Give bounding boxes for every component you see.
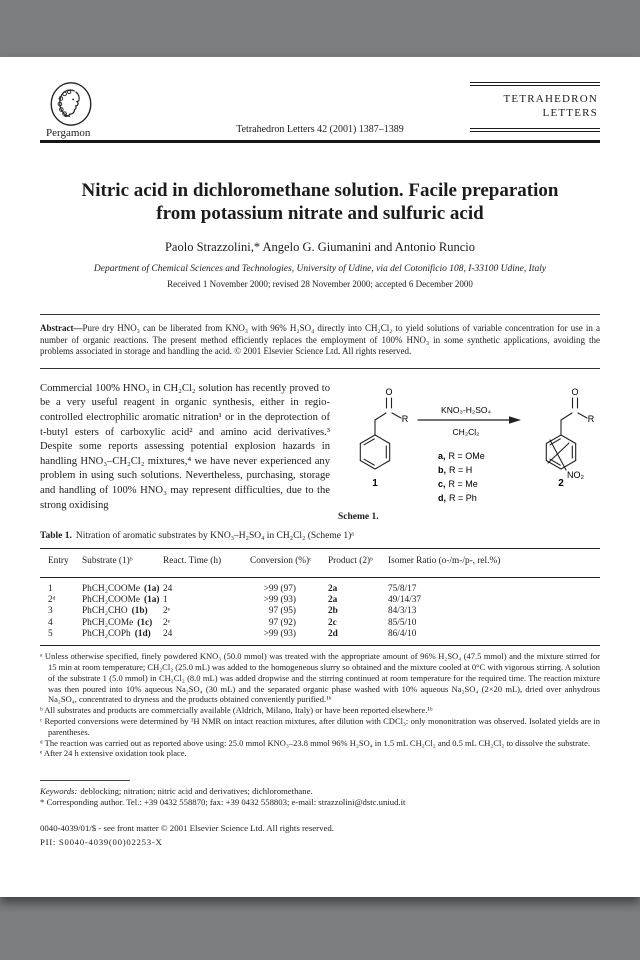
cell-product: 2a xyxy=(328,583,338,594)
title-block xyxy=(40,179,600,289)
col-header-ratio: Isomer Ratio (o-/m-/p-, rel.%) xyxy=(388,555,501,566)
table-1 xyxy=(40,531,600,759)
journal-title-line2: LETTERS xyxy=(542,106,598,119)
atom-r-left: R xyxy=(401,413,409,424)
body-paragraph: Commercial 100% HNO₃ in CH₂Cl₂ solution has recently proved to be a very useful reagent in organic synthesis, either in regio-controlled electrophilic aromatic nitration¹ or in the deprotection of t-butyl esters of carboxylic acid² and amino acid derivatives.³ Despite some reports assessing potential explosion hazards in handling HNO₃–CH₂Cl₂ mixtures,⁴ we have never experienced any problem in using such solutions. Nevertheless, purchasing, storage and handling of 100% HNO₃ may represent difficulties, due to the strong oxidising xyxy=(40,382,330,511)
cell-conversion: 97 (92) xyxy=(268,617,296,628)
cell-conversion: 97 (95) xyxy=(268,606,296,617)
no2-label: NO₂ xyxy=(567,469,584,480)
col-header-time: React. Time (h) xyxy=(163,555,222,566)
footnote-d: ᵈ The reaction was carried out as reported above using: 25.0 mmol KNO₃–23.8 mmol 96% H₂SO₄ in 1.5 mL CH₂Cl₂ and 0.5 mL CH₂Cl₂ to dissolve the substrate. xyxy=(40,737,591,748)
product-structure xyxy=(546,398,587,470)
table-header-row xyxy=(40,549,600,577)
cell-conversion: >99 (93) xyxy=(263,595,296,606)
authors: Paolo Strazzolini,* Angelo G. Giumanini and Antonio Runcio xyxy=(164,240,476,254)
article-title xyxy=(40,179,600,225)
footnote-b: ᵇ All substrates and products are commercially available (Aldrich, Milano, Italy) or have been reported elsewhere.¹ᵇ xyxy=(40,705,433,716)
journal-title-box xyxy=(470,82,600,132)
variant-b: b, R = H xyxy=(438,464,473,475)
pii-line: PII: S0040-4039(00)02253-X xyxy=(40,837,163,848)
journal-citation: Tetrahedron Letters 42 (2001) 1387–1389 xyxy=(236,124,404,135)
cell-substrate: PhCH₂COOMe (1a) xyxy=(82,583,160,594)
pergamon-logo-icon xyxy=(48,80,94,128)
table-row xyxy=(40,595,600,606)
cell-time: 24 xyxy=(163,583,173,594)
cell-entry: 4 xyxy=(48,617,53,628)
cell-ratio: 86/4/10 xyxy=(388,628,417,639)
variant-d: d, R = Ph xyxy=(438,492,477,503)
table-row xyxy=(40,618,600,629)
cell-time: 24 xyxy=(163,628,173,639)
journal-header xyxy=(40,57,600,143)
compound-2-label: 2 xyxy=(558,477,564,489)
scheme-caption: Scheme 1. xyxy=(338,511,379,522)
table-rule-bottom xyxy=(40,645,600,646)
imprint-block xyxy=(40,823,600,847)
cell-entry: 5 xyxy=(48,628,53,639)
cell-entry: 1 xyxy=(48,583,53,594)
cell-substrate: PhCH₂COOMe (1a) xyxy=(82,595,160,606)
cell-ratio: 84/3/13 xyxy=(388,606,417,617)
reaction-arrow xyxy=(418,416,521,424)
solvent-label: CH₂Cl₂ xyxy=(452,426,480,437)
atom-o-left: O xyxy=(385,386,393,397)
cell-conversion: >99 (97) xyxy=(263,583,296,594)
table-row xyxy=(40,629,600,640)
cell-time: 2ᵉ xyxy=(163,617,171,628)
atom-o-right: O xyxy=(571,386,579,397)
table-caption-label: Table 1. xyxy=(40,530,72,541)
keywords-line xyxy=(40,786,600,797)
body-columns xyxy=(40,382,600,522)
article-title-line1: Nitric acid in dichloromethane solution. Facile preparation xyxy=(81,180,559,201)
col-header-substrate: Substrate (1)ᵇ xyxy=(82,555,133,566)
cell-conversion: >99 (93) xyxy=(263,628,296,639)
cell-product: 2c xyxy=(328,617,337,628)
table-row xyxy=(40,606,600,617)
cell-time: 1 xyxy=(163,595,168,606)
received-dates: Received 1 November 2000; revised 28 November 2000; accepted 6 December 2000 xyxy=(167,279,473,289)
cell-substrate: PhCH₂COPh (1d) xyxy=(82,628,151,639)
article-title-line2: from potassium nitrate and sulfuric acid xyxy=(156,203,484,224)
keywords-label: Keywords: xyxy=(40,786,78,797)
footnote-e: ᵉ After 24 h extensive oxidation took place. xyxy=(40,748,187,759)
table-row xyxy=(40,584,600,595)
page-content xyxy=(0,57,640,847)
variant-a: a, R = OMe xyxy=(438,450,485,461)
affiliation: Department of Chemical Sciences and Technologies, University of Udine, via del Cotonificio 108, I-33100 Udine, Italy xyxy=(93,264,547,274)
publisher-name: Pergamon xyxy=(46,127,91,139)
correspondence-line: * Corresponding author. Tel.: +39 0432 558870; fax: +39 0432 558803; e-mail: strazzolini@dstc.uniud.it xyxy=(40,797,406,808)
footnote-c: ᶜ Reported conversions were determined by ¹H NMR on intact reaction mixtures, after dilution with CDCl₃: only mononitration was observed. Isolated yields are in parentheses. xyxy=(40,716,600,737)
journal-page xyxy=(0,57,640,897)
reactant-structure xyxy=(360,398,401,469)
cell-product: 2a xyxy=(328,595,338,606)
atom-r-right: R xyxy=(587,413,595,424)
scheme-1-figure xyxy=(338,382,600,507)
abstract xyxy=(40,314,600,369)
col-header-entry: Entry xyxy=(48,555,69,566)
col-header-product: Product (2)ᵇ xyxy=(328,555,373,566)
cell-ratio: 85/5/10 xyxy=(388,617,417,628)
keywords-rule xyxy=(40,780,130,781)
abstract-label: Abstract— xyxy=(40,323,83,333)
reagent-label: KNO₃-H₂SO₄ xyxy=(441,404,491,415)
scheme-column xyxy=(338,382,600,522)
keywords-text: deblocking; nitration; nitric acid and derivatives; dichloromethane. xyxy=(80,786,313,797)
cell-entry: 2ᵈ xyxy=(48,595,56,606)
cell-time: 2ᵉ xyxy=(163,606,171,617)
table-footnotes xyxy=(40,651,600,759)
variant-c: c, R = Me xyxy=(438,478,478,489)
footnote-a: ᵃ Unless otherwise specified, finely powdered KNO₃ (50.0 mmol) was treated with the appropriate amount of 96% H₂SO₄ (47.5 mmol) and the mixture stirred for 15 min at room temperature; CH₂Cl₂ (25.0 mL) was added to the homogeneous slurry so obtained and the mixture cooled at 0°C with vigorous stirring. A solution of the substrate 1 (5.0 mmol) in CH₂Cl₂ (8.0 mL) was added dropwise and the stirring continued at room temperature for the required time. The reaction mixture was then poured into 10% aqueous Na₂SO₄ (30 mL) and the separated organic phase washed with 10% aqueous Na₂SO₄ (2×20 mL), dried over anhydrous Na₂SO₄, concentrated to dryness and the products obtained conveniently purified.¹ᵇ xyxy=(40,651,600,705)
cell-ratio: 75/8/17 xyxy=(388,583,417,594)
cell-product: 2d xyxy=(328,628,338,639)
col-header-conversion: Conversion (%)ᶜ xyxy=(250,555,312,566)
journal-title-line1: TETRAHEDRON xyxy=(503,93,598,105)
abstract-text: Pure dry HNO₃ can be liberated from KNO₃ with 96% H₂SO₄ directly into CH₂Cl₂ to yield solutions of variable concentration for use in a number of organic reactions. The present method efficiently replaces the employment of 100% HNO₃ in some synthetic applications, avoiding the problems associated in storage and handling the acid. © 2001 Elsevier Science Ltd. All rights reserved. xyxy=(40,323,600,357)
table-caption-text: Nitration of aromatic substrates by KNO₃–H₂SO₄ in CH₂Cl₂ (Scheme 1)ᵃ xyxy=(75,530,354,541)
cell-substrate: PhCH₂CHO (1b) xyxy=(82,606,148,617)
cell-entry: 3 xyxy=(48,606,53,617)
cell-product: 2b xyxy=(328,606,338,617)
table-body xyxy=(40,578,600,645)
keywords-block xyxy=(40,780,600,808)
table-caption xyxy=(40,531,600,541)
compound-1-label: 1 xyxy=(372,477,378,489)
issn-line: 0040-4039/01/$ - see front matter © 2001 Elsevier Science Ltd. All rights reserved. xyxy=(40,823,334,834)
cell-ratio: 49/14/37 xyxy=(388,595,422,606)
cell-substrate: PhCH₂COMe (1c) xyxy=(82,617,153,628)
